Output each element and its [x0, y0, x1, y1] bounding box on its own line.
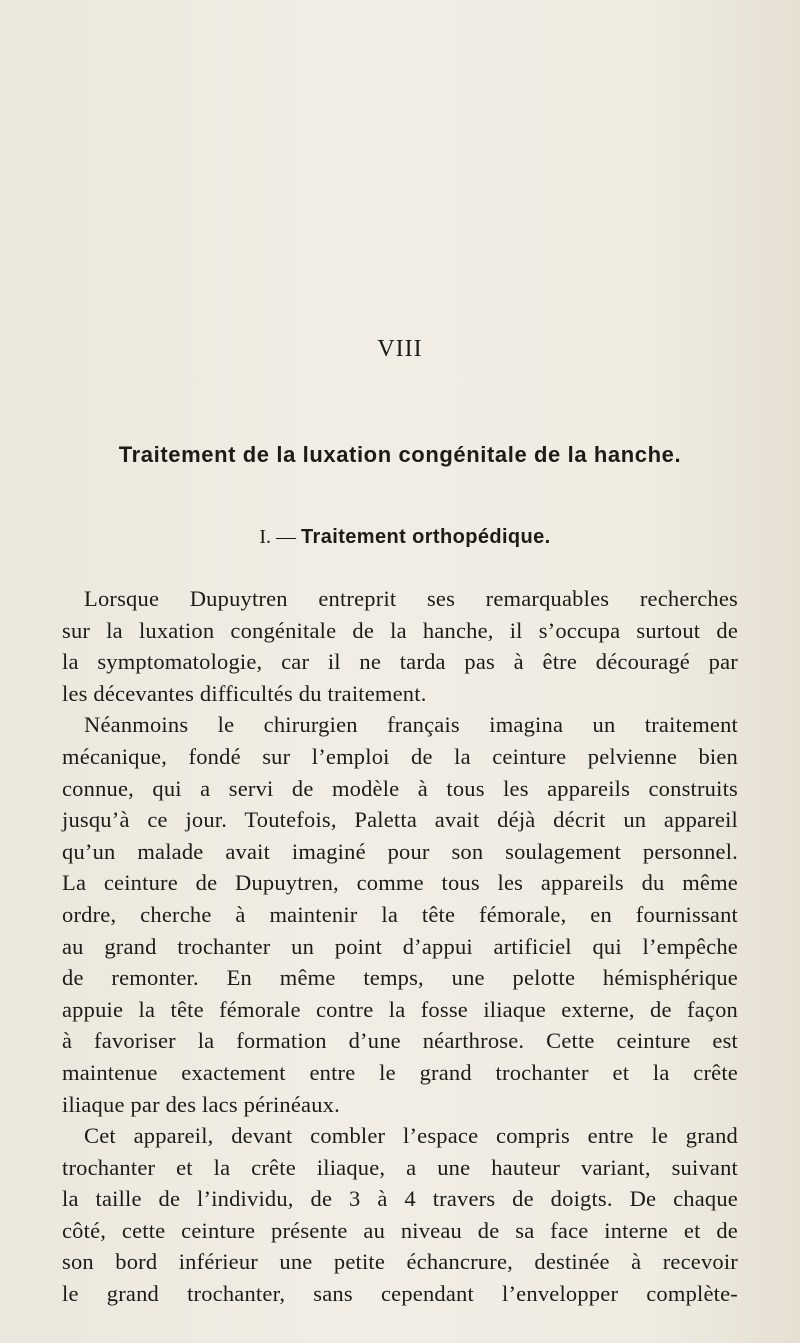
text-line: la taille de l’individu, de 3 à 4 travers de doigts. De chaque: [62, 1186, 738, 1212]
text-line: connue, qui a servi de modèle à tous les appareils construits: [62, 775, 738, 801]
text-line: Néanmoins le chirurgien français imagina un traitement: [84, 712, 738, 738]
text-line: à favoriser la formation d’une néarthrose. Cette ceinture est: [62, 1028, 738, 1054]
text-line: les décevantes difficultés du traitement.: [62, 680, 427, 706]
text-line: appuie la tête fémorale contre la fosse iliaque externe, de façon: [62, 996, 738, 1022]
paragraph: [62, 583, 738, 709]
text-line: qu’un malade avait imaginé pour son soulagement personnel.: [62, 838, 738, 864]
section-title: Traitement orthopédique.: [301, 526, 551, 548]
text-line: côté, cette ceinture présente au niveau de sa face interne et de: [62, 1217, 738, 1243]
paragraph: [62, 1120, 738, 1310]
section-number: I. —: [259, 526, 297, 548]
chapter-title: Traitement de la luxation congénitale de la hanche.: [118, 442, 682, 467]
text-line: son bord inférieur une petite échancrure, destinée à recevoir: [62, 1249, 738, 1275]
chapter-number: VIII: [377, 336, 423, 362]
text-line: trochanter et la crête iliaque, a une hauteur variant, suivant: [62, 1154, 738, 1180]
text-line: La ceinture de Dupuytren, comme tous les appareils du même: [62, 870, 738, 896]
body-text: [62, 583, 738, 1310]
text-line: le grand trochanter, sans cependant l’envelopper complète-: [62, 1281, 738, 1307]
section-heading: [60, 526, 750, 549]
text-line: jusqu’à ce jour. Toutefois, Paletta avait déjà décrit un appareil: [62, 807, 738, 833]
text-line: iliaque par des lacs périnéaux.: [62, 1091, 340, 1117]
text-line: sur la luxation congénitale de la hanche, il s’occupa surtout de: [62, 617, 738, 643]
text-line: maintenue exactement entre le grand trochanter et la crête: [62, 1059, 738, 1085]
text-line: la symptomatologie, car il ne tarda pas à être découragé par: [62, 649, 738, 675]
text-line: ordre, cherche à maintenir la tête fémorale, en fournissant: [62, 901, 738, 927]
text-line: Cet appareil, devant combler l’espace compris entre le grand: [84, 1123, 738, 1149]
paragraph: [62, 709, 738, 1120]
text-line: Lorsque Dupuytren entreprit ses remarquables recherches: [84, 586, 738, 611]
text-line: de remonter. En même temps, une pelotte hémisphérique: [62, 965, 738, 991]
text-line: mécanique, fondé sur l’emploi de la ceinture pelvienne bien: [62, 743, 738, 769]
text-line: au grand trochanter un point d’appui artificiel qui l’empêche: [62, 933, 738, 959]
